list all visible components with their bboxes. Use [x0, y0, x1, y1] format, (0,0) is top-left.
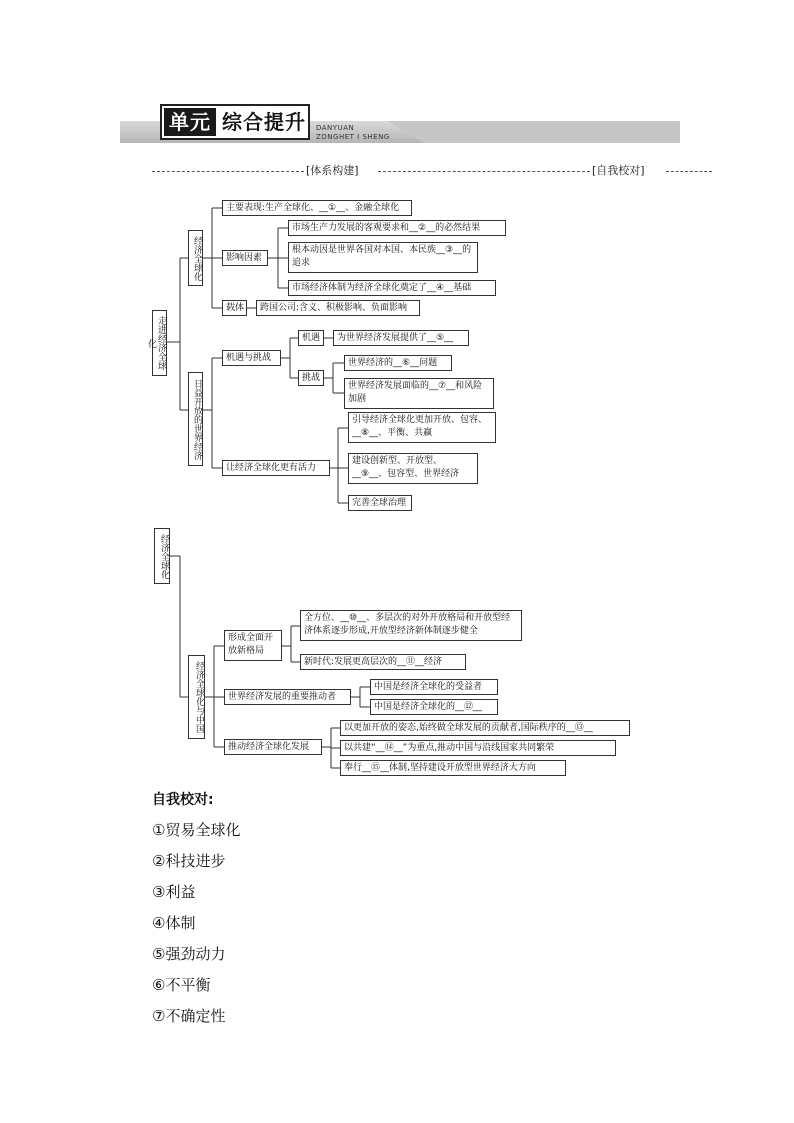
header-title-dark: 单元 [164, 108, 216, 136]
node-more-vitality: 让经济全球化更有活力 [222, 460, 330, 476]
node-opportunity-detail: 为世界经济发展提供了__⑤__ [333, 330, 469, 346]
node-multinational-company: 跨国公司:含义、积极影响、负面影响 [256, 300, 420, 316]
node-pursue-system: 奉行__⑮__体制,坚持建设开放型世界经济大方向 [340, 760, 566, 776]
header-pinyin-line1: DANYUAN [316, 124, 355, 132]
section-label-system: [体系构建] [306, 164, 359, 177]
diagram1-branch-globalization: 经济全球化 [188, 230, 203, 286]
diagram2-root: 经济全球化 [154, 528, 170, 584]
answer-item: ⑦不确定性 [152, 1007, 226, 1025]
answers-title: 自我校对: [152, 792, 214, 808]
answer-item: ②科技进步 [152, 852, 226, 870]
node-challenge-imbalance: 世界经济的__⑥__问题 [344, 355, 452, 371]
node-beneficiary: 中国是经济全球化的受益者 [370, 679, 498, 695]
self-check-answers [152, 790, 240, 1037]
node-guide-openness: 引导经济全球化更加开放、包容、__⑧__、平衡、共赢 [348, 412, 496, 443]
diagram1-root: 走进经济全球化 [152, 310, 167, 376]
answer-item: ③利益 [152, 883, 196, 901]
node-challenge-uncertainty: 世界经济发展面临的__⑦__和风险加剧 [344, 378, 494, 409]
answer-item: ⑥不平衡 [152, 976, 211, 994]
node-open-pattern-detail: 全方位、__⑩__、多层次的对外开放格局和开放型经济体系逐步形成,开放型经济新体制逐步健全 [300, 610, 522, 641]
node-main-manifestation: 主要表现:生产全球化、__①__、金融全球化 [222, 200, 412, 216]
answer-item: ⑤强劲动力 [152, 945, 226, 963]
node-opportunity: 机遇 [298, 330, 324, 346]
node-challenge: 挑战 [298, 370, 324, 386]
answer-item: ④体制 [152, 914, 196, 932]
node-factor-motivation: 根本动因是世界各国对本国、本民族__③__的追求 [288, 242, 478, 273]
node-influence-factors: 影响因素 [222, 250, 268, 266]
node-new-era: 新时代:发展更高层次的__⑪__经济 [300, 654, 466, 670]
header-pinyin-line2: ZONGHET I SHENG [316, 133, 390, 141]
diagram1-branch-open-economy: 日益开放的世界经济 [188, 372, 203, 466]
node-factor-productivity: 市场生产力发展的客观要求和__②__的必然结果 [288, 220, 506, 236]
node-promote-development: 推动经济全球化发展 [224, 739, 322, 755]
node-carrier: 载体 [222, 300, 247, 316]
node-contributor: 中国是经济全球化的__⑫__ [370, 699, 498, 715]
header-title-light: 综合提升 [222, 110, 306, 134]
answer-item: ①贸易全球化 [152, 821, 241, 839]
node-factor-market-system: 市场经济体制为经济全球化奠定了__④__基础 [288, 280, 496, 296]
node-world-driver: 世界经济发展的重要推动者 [224, 689, 351, 705]
node-belt-road: 以共建“__⑭__”为重点,推动中国与沿线国家共同繁荣 [340, 740, 616, 756]
node-build-economy: 建设创新型、开放型、__⑨__、包容型、世界经济 [348, 453, 478, 484]
node-opportunity-challenge: 机遇与挑战 [222, 350, 281, 366]
node-global-governance: 完善全球治理 [348, 495, 412, 511]
section-label-self-check: [自我校对] [592, 164, 645, 177]
node-open-attitude: 以更加开放的姿态,始终做全球发展的贡献者,国际秩序的__⑬__ [340, 720, 630, 736]
node-new-pattern: 形成全面开放新格局 [224, 630, 282, 661]
diagram2-branch-china: 经济全球化与中国 [188, 655, 205, 739]
